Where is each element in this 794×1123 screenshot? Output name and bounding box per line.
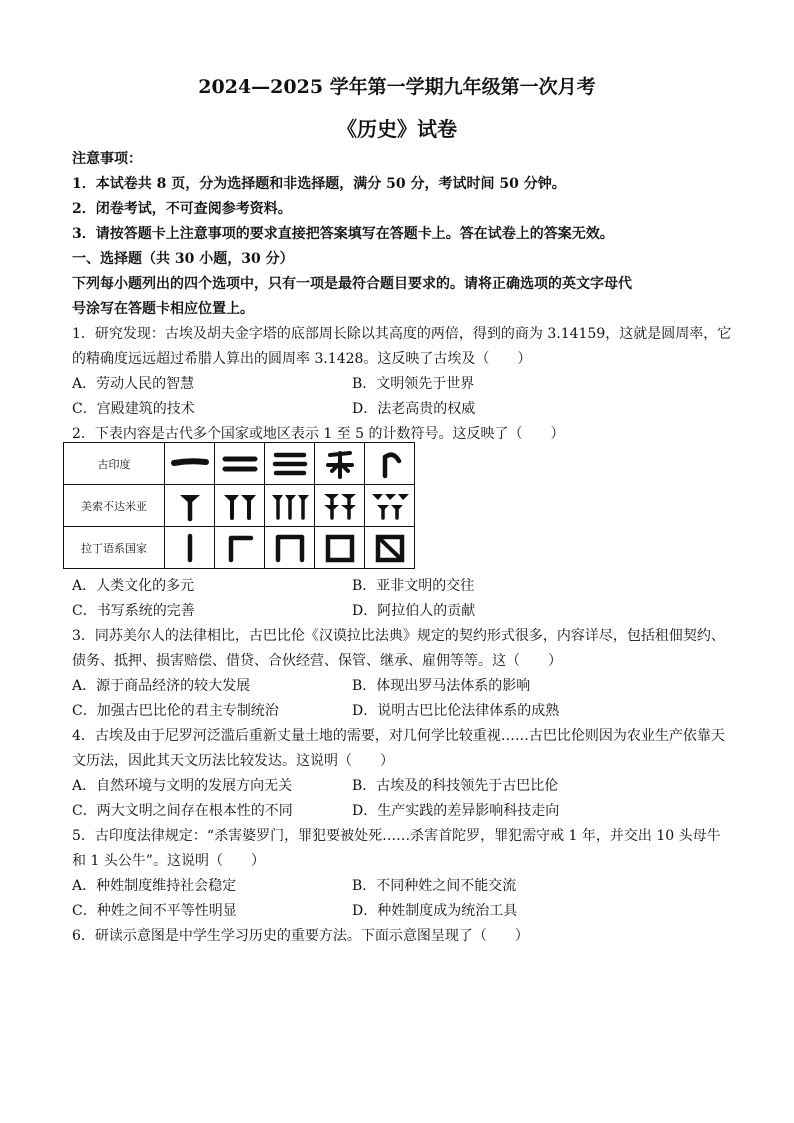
option-b: B．亚非文明的交往 (352, 578, 475, 594)
option-c: C．书写系统的完善 (72, 603, 195, 619)
question-stem: 5．古印度法律规定：“杀害婆罗门，罪犯要被处死……杀害首陀罗，罪犯需守戒 1 年，并交出 10 头母牛 (72, 828, 721, 844)
option-d: D．法老高贵的权威 (352, 401, 476, 417)
option-c: C．加强古巴比伦的君主专制统治 (72, 703, 279, 719)
option-a: A．劳动人民的智慧 (72, 376, 195, 392)
brahmi-3-icon (265, 443, 315, 485)
option-b: B．体现出罗马法体系的影响 (352, 678, 531, 694)
option-a: A．源于商品经济的较大发展 (72, 678, 251, 694)
option-a: A．人类文化的多元 (72, 578, 195, 594)
option-c: C．种姓之间不平等性明显 (72, 903, 237, 919)
option-b: B．文明领先于世界 (352, 376, 475, 392)
option-a: A．种姓制度维持社会稳定 (72, 878, 237, 894)
row-label: 古印度 (64, 443, 165, 485)
latin-5-icon (365, 527, 415, 569)
table-row (64, 527, 415, 569)
cuneiform-4-icon (315, 485, 365, 527)
latin-3-icon (265, 527, 315, 569)
notice-item: 3．请按答题卡上注意事项的要求直接把答案填写在答题卡上。答在试卷上的答案无效。 (72, 226, 614, 242)
option-d: D．种姓制度成为统治工具 (352, 903, 518, 919)
option-d: D．阿拉伯人的贡献 (352, 603, 476, 619)
option-b: B．不同种姓之间不能交流 (352, 878, 517, 894)
question-stem: 的精确度远远超过希腊人算出的圆周率 3.1428。这反映了古埃及（ ） (72, 351, 532, 367)
option-c: C．两大文明之间存在根本性的不同 (72, 803, 293, 819)
cuneiform-3-icon (265, 485, 315, 527)
question-stem: 3．同苏美尔人的法律相比，古巴比伦《汉谟拉比法典》规定的契约形式很多，内容详尽，包括租佃契约、 (72, 628, 725, 644)
cuneiform-1-icon (165, 485, 215, 527)
latin-4-icon (315, 527, 365, 569)
exam-title: 2024—2025 学年第一学期九年级第一次月考 (198, 76, 596, 98)
option-b: B．古埃及的科技领先于古巴比伦 (352, 778, 559, 794)
numeral-table (63, 442, 415, 569)
notice-heading: 注意事项： (72, 151, 142, 167)
option-d: D．说明古巴比伦法律体系的成熟 (352, 703, 560, 719)
cuneiform-2-icon (215, 485, 265, 527)
question-stem: 4．古埃及由于尼罗河泛滥后重新丈量土地的需要，对几何学比较重视……古巴比伦则因为农业生产依靠天 (72, 728, 725, 744)
question-stem: 6．研读示意图是中学生学习历史的重要方法。下面示意图呈现了（ ） (72, 928, 529, 944)
section-instruction: 号涂写在答题卡相应位置上。 (72, 301, 254, 317)
section-heading: 一、选择题（共 30 小题，30 分） (72, 251, 294, 267)
table-row (64, 443, 415, 485)
option-d: D．生产实践的差异影响科技走向 (352, 803, 560, 819)
brahmi-5-icon (365, 443, 415, 485)
table-row (64, 485, 415, 527)
notice-item: 1．本试卷共 8 页，分为选择题和非选择题，满分 50 分，考试时间 50 分钟。 (72, 176, 566, 192)
brahmi-1-icon (165, 443, 215, 485)
latin-1-icon (165, 527, 215, 569)
brahmi-2-icon (215, 443, 265, 485)
question-stem: 2．下表内容是古代多个国家或地区表示 1 至 5 的计数符号。这反映了（ ） (72, 426, 565, 442)
exam-subtitle: 《历史》试卷 (337, 117, 457, 141)
cuneiform-5-icon (365, 485, 415, 527)
question-stem: 文历法，因此其天文历法比较发达。这说明（ ） (72, 753, 394, 769)
option-c: C．宫殿建筑的技术 (72, 401, 195, 417)
question-stem: 债务、抵押、损害赔偿、借贷、合伙经营、保管、继承、雇佣等等。这（ ） (72, 653, 562, 669)
question-stem: 1．研究发现：古埃及胡夫金字塔的底部周长除以其高度的两倍，得到的商为 3.14159，这就是圆周率，它 (72, 326, 732, 342)
row-label: 美索不达米亚 (64, 485, 165, 527)
question-stem: 和 1 头公牛”。这说明（ ） (72, 853, 265, 869)
option-a: A．自然环境与文明的发展方向无关 (72, 778, 293, 794)
row-label: 拉丁语系国家 (64, 527, 165, 569)
latin-2-icon (215, 527, 265, 569)
notice-item: 2．闭卷考试，不可查阅参考资料。 (72, 201, 292, 217)
brahmi-4-icon (315, 443, 365, 485)
section-instruction: 下列每小题列出的四个选项中，只有一项是最符合题目要求的。请将正确选项的英文字母代 (72, 276, 632, 292)
